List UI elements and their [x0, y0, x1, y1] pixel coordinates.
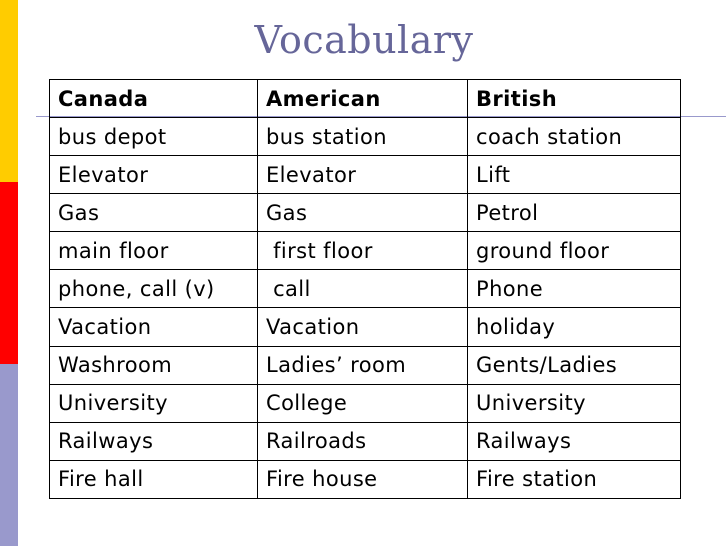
cell-british: holiday: [468, 308, 681, 346]
header-canada: Canada: [50, 80, 258, 118]
cell-canada: main floor: [50, 232, 258, 270]
cell-canada: Fire hall: [50, 460, 258, 498]
cell-british: Fire station: [468, 460, 681, 498]
cell-canada: Railways: [50, 422, 258, 460]
cell-british: Gents/Ladies: [468, 346, 681, 384]
cell-canada: Vacation: [50, 308, 258, 346]
slide-title: Vocabulary: [254, 18, 474, 62]
cell-american: Vacation: [258, 308, 468, 346]
cell-american: College: [258, 384, 468, 422]
cell-british: Phone: [468, 270, 681, 308]
cell-american: first floor: [258, 232, 468, 270]
cell-canada: Gas: [50, 194, 258, 232]
table-row: [50, 422, 681, 460]
cell-canada: University: [50, 384, 258, 422]
table-row: [50, 460, 681, 498]
table-row: [50, 346, 681, 384]
table-row: [50, 308, 681, 346]
cell-american: Railroads: [258, 422, 468, 460]
cell-british: Petrol: [468, 194, 681, 232]
table-row: [50, 156, 681, 194]
cell-canada: Elevator: [50, 156, 258, 194]
cell-british: University: [468, 384, 681, 422]
table-body: [50, 118, 681, 499]
cell-british: Lift: [468, 156, 681, 194]
cell-american: Elevator: [258, 156, 468, 194]
cell-american: Fire house: [258, 460, 468, 498]
cell-canada: bus depot: [50, 118, 258, 156]
cell-american: call: [258, 270, 468, 308]
cell-british: ground floor: [468, 232, 681, 270]
cell-canada: phone, call (v): [50, 270, 258, 308]
table-row: [50, 232, 681, 270]
table-row: [50, 270, 681, 308]
vocabulary-table: [49, 79, 681, 499]
table-row: [50, 384, 681, 422]
header-british: British: [468, 80, 681, 118]
cell-british: coach station: [468, 118, 681, 156]
side-bar-purple: [0, 364, 18, 546]
table-row: [50, 194, 681, 232]
table-header-row: [50, 80, 681, 118]
cell-american: Ladies’ room: [258, 346, 468, 384]
side-bar-red: [0, 182, 18, 364]
cell-british: Railways: [468, 422, 681, 460]
table-row: [50, 118, 681, 156]
cell-canada: Washroom: [50, 346, 258, 384]
header-american: American: [258, 80, 468, 118]
cell-american: bus station: [258, 118, 468, 156]
cell-american: Gas: [258, 194, 468, 232]
